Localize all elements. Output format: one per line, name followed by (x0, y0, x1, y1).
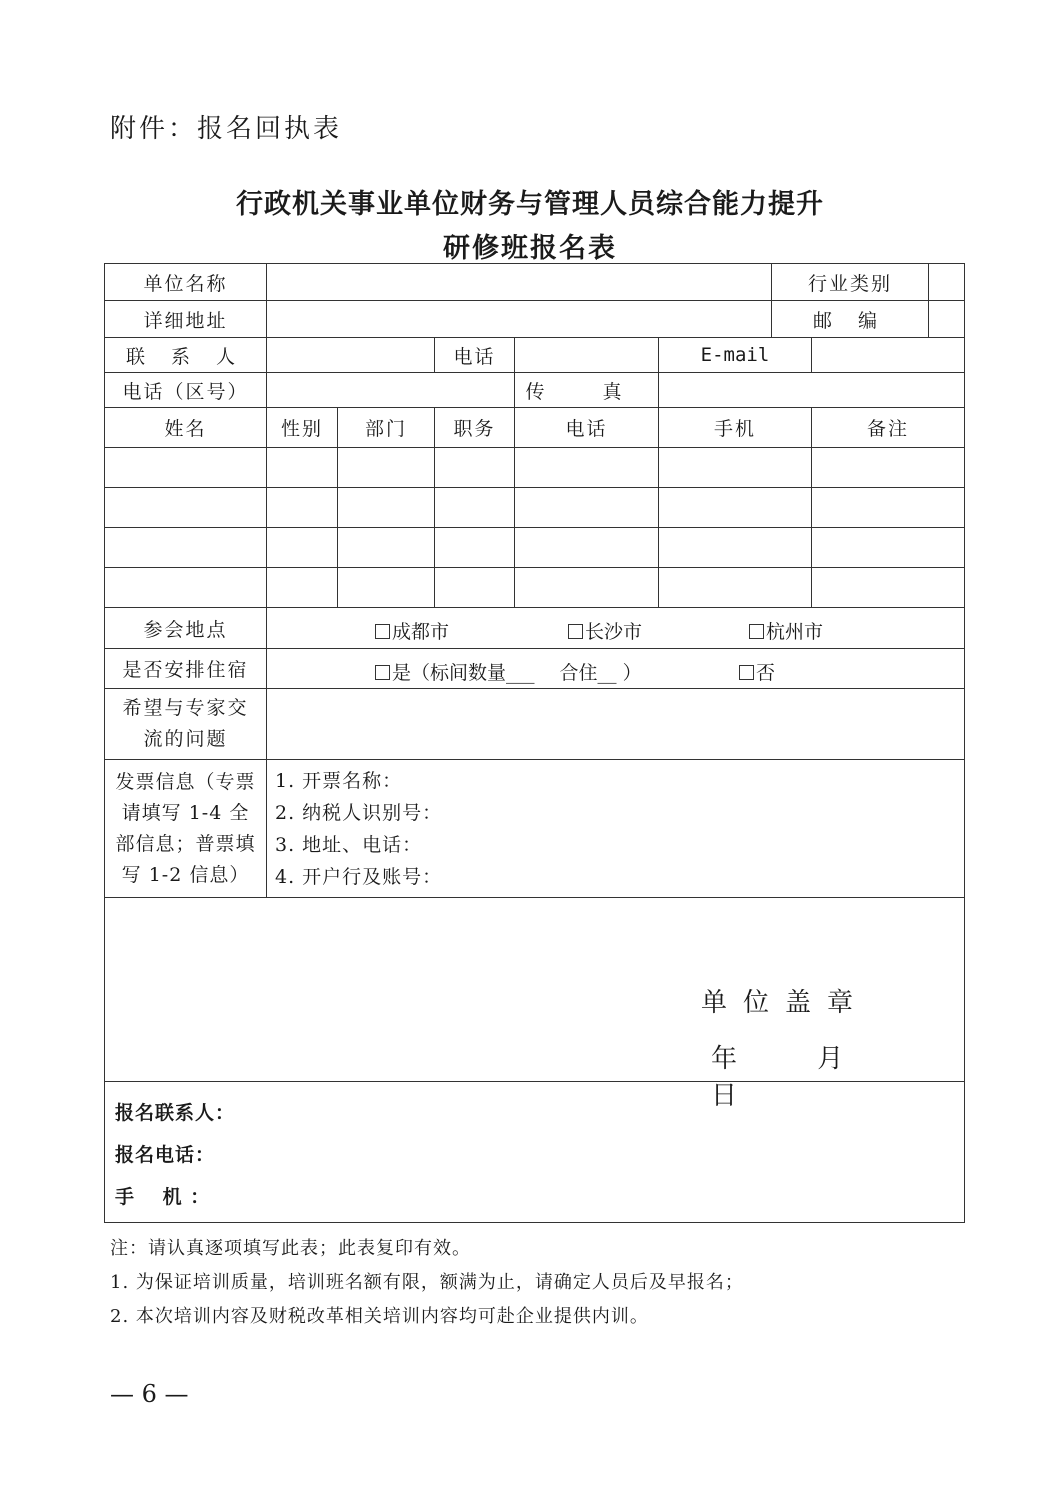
checkbox-icon[interactable] (739, 665, 754, 680)
column-name: 姓名 (105, 408, 267, 448)
cell-remarks[interactable] (812, 528, 965, 568)
attendee-row (105, 448, 965, 488)
questions-label: 希望与专家交流的问题 (105, 689, 267, 760)
phone-area-label: 电话（区号） (105, 373, 267, 408)
invoice-item-title[interactable]: 1. 开票名称： (275, 769, 403, 792)
industry-label: 行业类别 (772, 264, 929, 301)
cell-phone[interactable] (515, 568, 659, 608)
venue-option-hangzhou[interactable] (749, 617, 823, 644)
seal-area (105, 898, 965, 1111)
note-line: 1. 为保证培训质量，培训班名额有限，额满为止，请确定人员后及早报名； (110, 1272, 744, 1293)
contact-person-label: 联 系 人 (105, 338, 267, 373)
lodging-no-label: 否 (756, 662, 776, 684)
cell-department[interactable] (338, 568, 435, 608)
venue-options (267, 608, 965, 649)
attendee-row (105, 528, 965, 568)
cell-department[interactable] (338, 528, 435, 568)
cell-position[interactable] (435, 568, 515, 608)
attendee-row (105, 568, 965, 608)
lodging-yes-label: 是（标间数量___ 合住__ ） (392, 662, 642, 684)
lodging-label: 是否安排住宿 (105, 649, 267, 689)
postcode-field[interactable] (929, 301, 965, 338)
fax-field[interactable] (659, 373, 965, 408)
checkbox-icon[interactable] (749, 624, 764, 639)
cell-gender[interactable] (267, 568, 338, 608)
attendee-header-row (105, 408, 965, 448)
unit-seal-label: 单位盖章 (701, 988, 870, 1018)
registration-form-table (104, 263, 965, 1223)
lodging-options (267, 649, 965, 689)
phone-field[interactable] (515, 338, 659, 373)
checkbox-icon[interactable] (375, 624, 390, 639)
industry-field[interactable] (929, 264, 965, 301)
address-field[interactable] (267, 301, 772, 338)
cell-mobile[interactable] (659, 568, 812, 608)
mobile-label[interactable]: 手 机 ： (115, 1186, 211, 1208)
signup-phone-label[interactable]: 报名电话： (115, 1144, 216, 1166)
column-phone: 电话 (515, 408, 659, 448)
note-line: 2. 本次培训内容及财税改革相关培训内容均可赴企业提供内训。 (110, 1306, 649, 1327)
form-title-line-2: 研修班报名表 (443, 233, 617, 264)
unit-name-label: 单位名称 (105, 264, 267, 301)
venue-chengdu-label: 成都市 (392, 621, 450, 643)
column-position: 职务 (435, 408, 515, 448)
note-line: 注：请认真逐项填写此表；此表复印有效。 (110, 1238, 471, 1259)
page-number: — 6 — (110, 1380, 189, 1408)
column-remarks: 备注 (812, 408, 965, 448)
venue-changsha-label: 长沙市 (585, 621, 643, 643)
venue-label: 参会地点 (105, 608, 267, 649)
invoice-fields (267, 760, 965, 898)
cell-name[interactable] (105, 528, 267, 568)
cell-gender[interactable] (267, 528, 338, 568)
lodging-option-yes[interactable] (375, 658, 642, 685)
cell-name[interactable] (105, 448, 267, 488)
phone-area-field[interactable] (267, 373, 515, 408)
cell-mobile[interactable] (659, 528, 812, 568)
contact-person-field[interactable] (267, 338, 435, 373)
date-label: 年 月 日 (711, 1044, 880, 1111)
fax-label: 传 真 (515, 373, 659, 408)
invoice-label: 发票信息（专票请填写 1-4 全部信息；普票填写 1-2 信息） (105, 760, 267, 898)
venue-option-chengdu[interactable] (375, 617, 449, 644)
column-mobile: 手机 (659, 408, 812, 448)
cell-phone[interactable] (515, 448, 659, 488)
cell-phone[interactable] (515, 488, 659, 528)
cell-position[interactable] (435, 448, 515, 488)
cell-name[interactable] (105, 568, 267, 608)
cell-remarks[interactable] (812, 488, 965, 528)
attendee-row (105, 488, 965, 528)
venue-hangzhou-label: 杭州市 (766, 621, 824, 643)
questions-field[interactable] (267, 689, 965, 760)
cell-gender[interactable] (267, 488, 338, 528)
email-field[interactable] (812, 338, 965, 373)
lodging-option-no[interactable] (739, 658, 775, 685)
cell-mobile[interactable] (659, 448, 812, 488)
email-label: E-mail (659, 338, 812, 373)
invoice-item-address-phone[interactable]: 3. 地址、电话： (275, 833, 423, 856)
invoice-item-bank-account[interactable]: 4. 开户行及账号： (275, 865, 443, 888)
cell-remarks[interactable] (812, 448, 965, 488)
address-label: 详细地址 (105, 301, 267, 338)
notes (110, 1232, 744, 1334)
cell-department[interactable] (338, 488, 435, 528)
column-gender: 性别 (267, 408, 338, 448)
checkbox-icon[interactable] (568, 624, 583, 639)
unit-name-field[interactable] (267, 264, 772, 301)
attachment-label: 附件：报名回执表 (110, 114, 343, 144)
cell-mobile[interactable] (659, 488, 812, 528)
cell-remarks[interactable] (812, 568, 965, 608)
checkbox-icon[interactable] (375, 665, 390, 680)
cell-position[interactable] (435, 528, 515, 568)
phone-label: 电话 (435, 338, 515, 373)
cell-phone[interactable] (515, 528, 659, 568)
venue-option-changsha[interactable] (568, 617, 642, 644)
cell-gender[interactable] (267, 448, 338, 488)
cell-name[interactable] (105, 488, 267, 528)
invoice-item-taxpayer-id[interactable]: 2. 纳税人识别号： (275, 801, 443, 824)
cell-department[interactable] (338, 448, 435, 488)
form-title-line-1: 行政机关事业单位财务与管理人员综合能力提升 (236, 189, 824, 220)
column-department: 部门 (338, 408, 435, 448)
cell-position[interactable] (435, 488, 515, 528)
signup-contact-label[interactable]: 报名联系人： (115, 1102, 236, 1124)
postcode-label: 邮 编 (772, 301, 929, 338)
